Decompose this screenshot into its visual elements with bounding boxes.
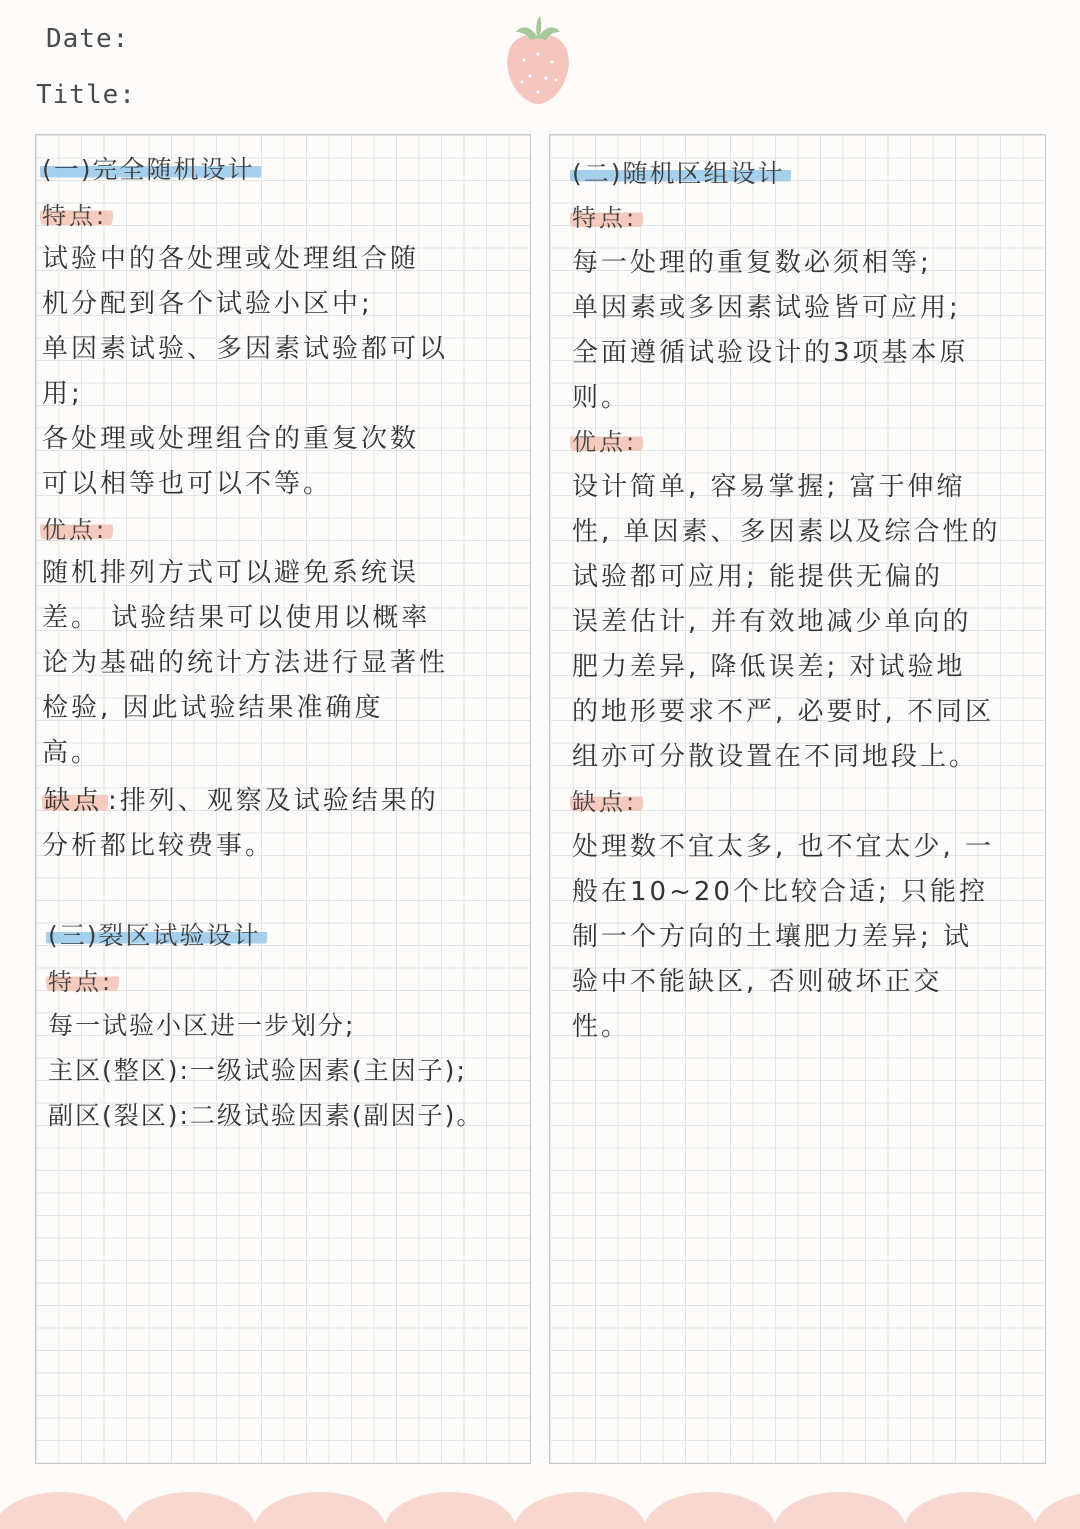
strawberry-icon: [500, 12, 576, 108]
left-grid-panel: [35, 134, 531, 1464]
disadvantages-text-first: :排列、观察及试验结果的: [108, 786, 439, 816]
block-advantages-text: 设计简单, 容易掌握; 富于伸缩 性, 单因素、多因素以及综合性的 试验都可应用; 能提供无偏的 误差估计, 并有效地减少单向的 肥力差异, 降低误差; 对试验地 的地形要求不严, 必要时, 不同区 组亦可分散设置在不同地段上。: [572, 472, 1001, 772]
features-label: 特点:: [40, 199, 113, 233]
split-plot-features-text: 每一试验小区进一步划分; 主区(整区):一级试验因素(主因子); 副区(裂区):二级试验因素(副因子)。: [48, 1011, 484, 1130]
disadvantages-block: [42, 779, 522, 869]
scalloped-border-decoration: [0, 1480, 1080, 1529]
disadvantages-label: 缺点: [42, 786, 108, 816]
section-title-randomized-block: (二)随机区组设计: [570, 157, 791, 191]
features-text: 试验中的各处理或处理组合随 机分配到各个试验小区中; 单因素试验、多因素试验都可以 用; 各处理或处理组合的重复次数 可以相等也可以不等。: [42, 244, 449, 499]
date-label: Date:: [46, 24, 130, 54]
advantages-label-block: 优点:: [570, 425, 643, 459]
features-label-block: 特点:: [570, 201, 643, 235]
section-title-split-plot: (三)裂区试验设计: [46, 919, 267, 953]
features-label-split-plot: 特点:: [46, 965, 119, 999]
advantages-text: 随机排列方式可以避免系统误 差。 试验结果可以使用以概率 论为基础的统计方法进行显著性 检验, 因此试验结果准确度 高。: [42, 558, 449, 768]
advantages-label: 优点:: [40, 513, 113, 547]
block-features-text: 每一处理的重复数必须相等; 单因素或多因素试验皆可应用; 全面遵循试验设计的3项基本原 则。: [572, 248, 969, 413]
disadvantages-text-second: 分析都比较费事。: [42, 831, 275, 861]
block-disadvantages-text: 处理数不宜太多, 也不宜太少, 一 般在10~20个比较合适; 只能控 制一个方向的土壤肥力差异; 试 验中不能缺区, 否则破坏正交 性。: [572, 832, 995, 1042]
title-label: Title:: [36, 80, 136, 110]
disadvantages-label-block: 缺点:: [570, 785, 643, 819]
right-grid-panel: [549, 134, 1046, 1464]
section-title-completely-random: (一)完全随机设计: [40, 153, 261, 187]
